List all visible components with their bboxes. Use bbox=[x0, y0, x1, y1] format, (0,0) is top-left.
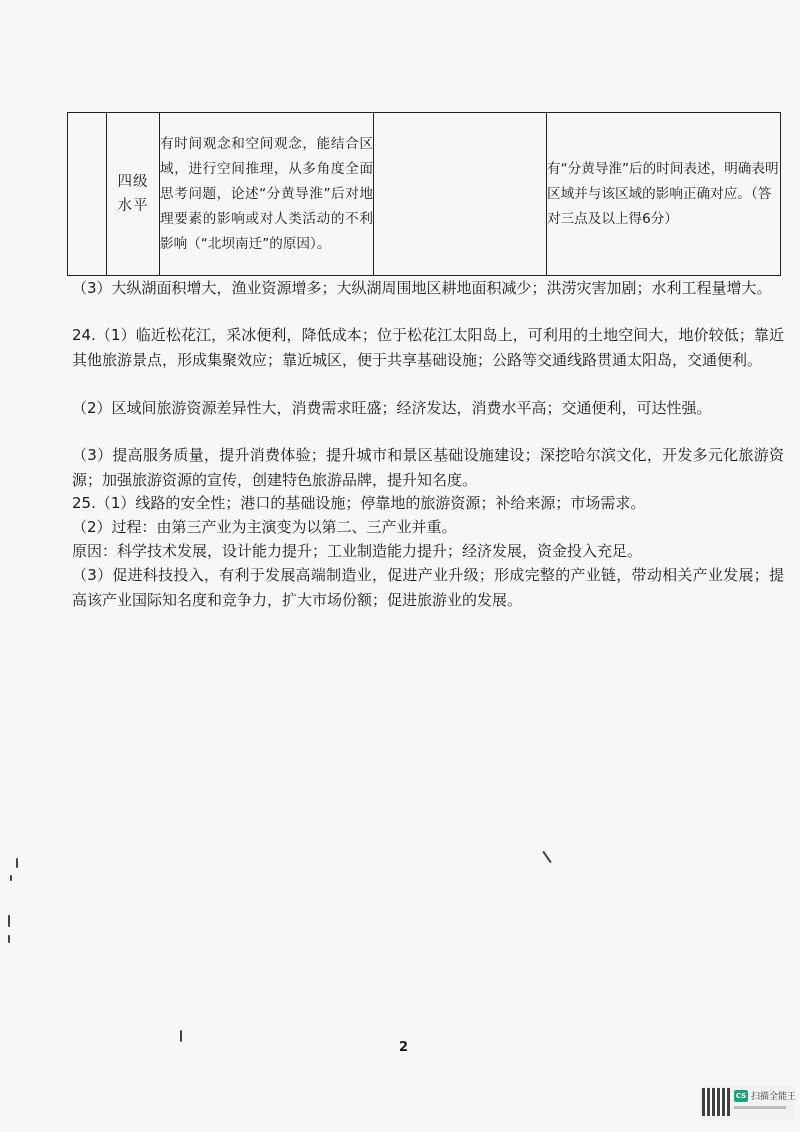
answer-25-2: （2）过程：由第三产业为主演变为以第二、三产业并重。 bbox=[72, 518, 457, 536]
answer-23-3: （3）大纵湖面积增大，渔业资源增多；大纵湖周围地区耕地面积减少；洪涝灾害加剧；水利工程量增大。 bbox=[72, 279, 772, 297]
camscanner-badge: CS bbox=[735, 1092, 747, 1100]
answer-25-2-reason: 原因：科学技术发展，设计能力提升；工业制造能力提升；经济发展，资金投入充足。 bbox=[72, 542, 643, 560]
answer-25-3: （3）促进科技投入，有利于发展高端制造业，促进产业升级；形成完整的产业链，带动相关产业发展；提高该产业国际知名度和竞争力，扩大市场份额；促进旅游业的发展。 bbox=[72, 566, 784, 609]
scan-mark bbox=[180, 1030, 182, 1042]
answer-25-1: 25.（1）线路的安全性；港口的基础设施；停靠地的旅游资源；补给来源；市场需求。 bbox=[72, 494, 646, 512]
scan-mark bbox=[8, 935, 10, 943]
scan-mark bbox=[542, 851, 552, 864]
watermark-title: 扫描全能王 bbox=[751, 1092, 797, 1102]
rubric-description-cell: 有时间观念和空间观念，能结合区域，进行空间推理，从多角度全面思考问题，论述“分黄导淮”后对地理要素的影响或对人类活动的不利影响（“北坝南迁”的原因）。 bbox=[160, 113, 374, 276]
rubric-row-level-4 bbox=[68, 113, 781, 276]
answer-24-1: 24.（1）临近松花江，采冰便利，降低成本；位于松花江太阳岛上，可利用的土地空间大，地价较低；靠近其他旅游景点，形成集聚效应；靠近城区，便于共享基础设施；公路等交通线路贯通太阳岛，交通便利。 bbox=[72, 326, 784, 369]
rubric-level-cell bbox=[107, 113, 160, 276]
qr-code-icon bbox=[702, 1088, 730, 1116]
rubric-empty-cell bbox=[374, 113, 547, 276]
answer-24-2: （2）区域间旅游资源差异性大，消费需求旺盛；经济发达，消费水平高；交通便利，可达性强。 bbox=[72, 399, 712, 417]
scanner-watermark bbox=[700, 1086, 797, 1120]
rubric-criteria-cell: 有“分黄导淮”后的时间表述，明确表明区域并与该区域的影响正确对应。（答对三点及以上得6分） bbox=[547, 113, 781, 276]
scan-mark bbox=[8, 915, 10, 927]
scan-mark bbox=[10, 875, 12, 881]
rubric-table bbox=[67, 112, 781, 276]
page-number: 2 bbox=[399, 1040, 409, 1055]
rubric-blank-cell bbox=[68, 113, 107, 276]
answer-24-3: （3）提高服务质量，提升消费体验；提升城市和景区基础设施建设；深挖哈尔滨文化，开发多元化旅游资源；加强旅游资源的宣传，创建特色旅游品牌，提升知名度。 bbox=[72, 446, 784, 489]
rubric-level-label: 四级水平 bbox=[117, 174, 149, 214]
scan-mark bbox=[16, 858, 18, 868]
watermark-subtext bbox=[734, 1106, 786, 1109]
